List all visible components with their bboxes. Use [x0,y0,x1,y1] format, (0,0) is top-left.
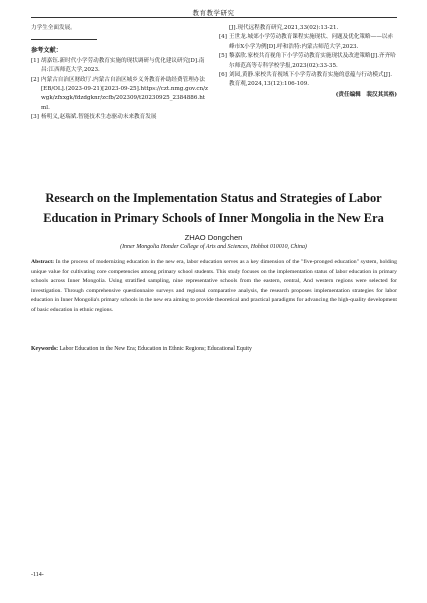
reference-number: [2] [31,76,39,83]
left-column [31,24,209,123]
header-rule [31,17,397,18]
reference-item [31,57,209,76]
abstract-text: In the process of modernizing education in the new era, labor education serves as a key dimension of the "five-pronged education" system, holding unique value for cultivating core competencies among primary school students. This study focuses on the implementation status of labor education in primary schools across Inner Mongolia. Using stratified sampling, nine representative schools from the eastern, central, And western regions were selected for investigation. Through comprehensive questionnaire surveys and regional comparative analysis, the research proposes implementation strategies for labor education in Inner Mongolia's primary schools in the new era aiming to provide theoretical and practical paradigms for advancing the high-quality development of basic education in ethnic regions. [31,259,397,313]
abstract-label: Abstract: [31,259,55,265]
continued-paragraph: 力学生全面发展。 [31,25,76,31]
keywords-text: Labor Education in the New Era; Education in Ethnic Regions; Educational Equity [58,346,252,352]
reference-item [31,76,209,114]
reference-text: 刘园,黄静.家校共育视域下小学劳动教育实施的意蕴与行动模式[J].教育观,2024,13(12):106-109. [229,72,392,88]
keywords-label: Keywords: [31,346,59,352]
reference-text: [J].现代远程教育研究,2021,33(02):13-21. [229,25,339,31]
reference-text: 杨明义,赵瑞斌.智能技术生态驱动未来教育发展 [41,114,157,121]
english-abstract [31,258,397,316]
english-keywords [31,345,397,355]
editor-note: (责任编辑 裴汉其其格) [335,91,397,98]
reference-number: [5] [219,53,227,60]
text-divider [31,39,97,40]
english-affiliation: (Inner Mongolia Honder College of Arts and Sciences, Hohhot 010010, China) [120,244,307,250]
reference-number: [4] [219,34,227,41]
reference-text: 黎嘉欣.家校共育视角下小学劳动教育实施现状及改进策略[J].齐齐哈尔师范高等专科学校学报,2023(02):33-35. [229,53,396,69]
running-head: 教育教学研究 [192,9,235,17]
reference-item [31,113,209,122]
reference-text: 王世龙.城郊小学劳动教育课程实施现状、问题及优化策略——以赤峰市X小学为例[D].呼和浩特:内蒙古师范大学,2023. [229,34,393,50]
reference-item [219,71,397,90]
two-column-body [31,24,397,123]
references-title: 参考文献： [31,47,62,55]
reference-text: 内蒙古自治区财政厅.内蒙古自治区城乡义务教育补助经费管理办法[EB/OL].(2023-09-21)[2023-09-25].https://czt.nmg.gov.cn/zwgk/zfxxgk/fdzdgknr/zcfb/202309/t20230925_2384886.html. [41,76,208,111]
reference-item [219,52,397,71]
reference-number: [6] [219,72,227,79]
reference-number: [3] [31,114,39,121]
english-author: ZHAO Dongchen [184,233,243,242]
reference-number [219,24,229,33]
english-title: Research on the Implementation Status and Strategies of Labor Education in Primary Schools of Inner Mongolia in the New Era [43,191,384,225]
page-number: -114- [31,572,44,578]
reference-item [219,33,397,52]
reference-number: [1] [31,57,39,64]
reference-text: 胡嘉钰.新时代小学劳动教育实施的现状调研与优化建议研究[D].南昌:江西师范大学,2023. [41,57,205,74]
reference-item [219,24,397,33]
right-column [219,24,397,123]
